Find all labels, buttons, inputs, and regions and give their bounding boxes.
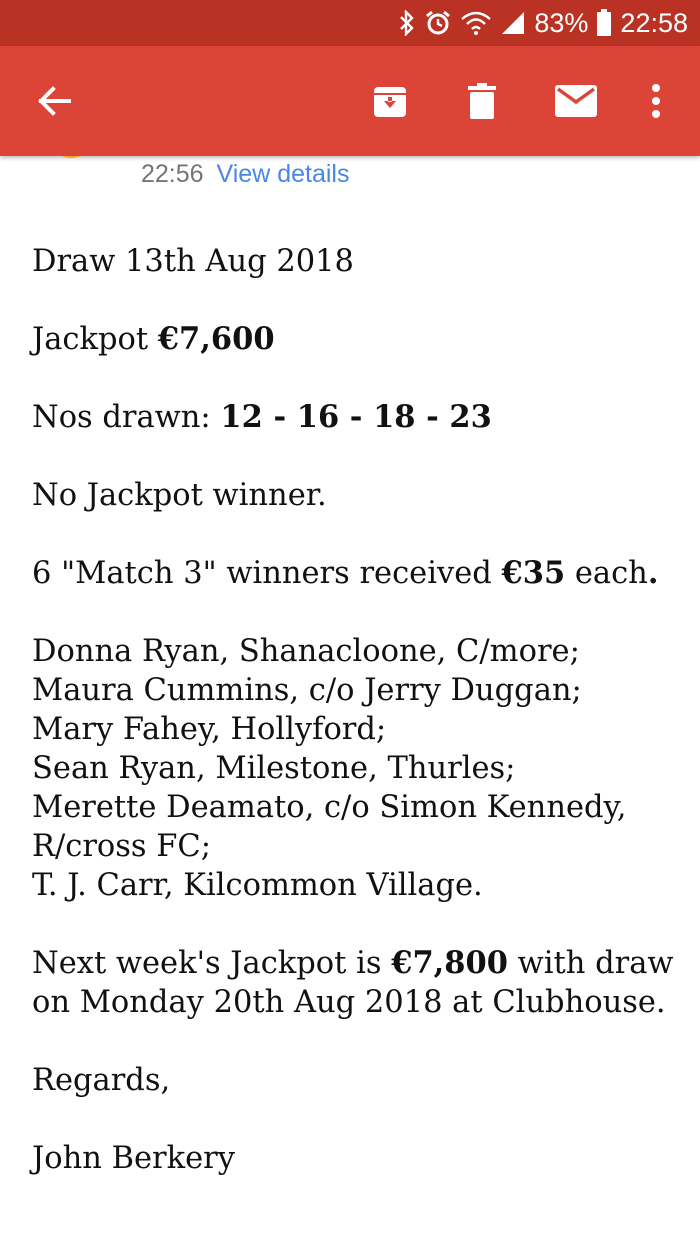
email-body <box>32 242 682 1217</box>
app-toolbar <box>0 46 700 156</box>
wifi-icon <box>460 10 492 36</box>
next-jackpot-paragraph <box>32 944 682 1022</box>
match-winners-line <box>32 554 682 593</box>
archive-icon <box>372 83 408 119</box>
signature-line: John Berkery <box>32 1141 235 1176</box>
delete-button[interactable] <box>450 46 514 156</box>
status-time: 22:58 <box>620 7 688 38</box>
winners-list <box>32 632 682 905</box>
status-bar <box>0 0 700 46</box>
next-prefix: Next week's Jackpot is <box>32 946 392 981</box>
winner-line: Sean Ryan, Milestone, Thurles; <box>32 751 516 786</box>
bluetooth-icon <box>398 10 416 36</box>
draw-date-line: Draw 13th Aug 2018 <box>32 244 354 279</box>
winner-line: Merette Deamato, c/o Simon Kennedy, <box>32 790 627 825</box>
alarm-icon <box>424 9 452 37</box>
jackpot-line <box>32 320 682 359</box>
mail-icon <box>555 85 597 117</box>
winner-line: R/cross FC; <box>32 829 212 864</box>
back-button[interactable] <box>22 46 86 156</box>
numbers-drawn-line <box>32 398 682 437</box>
jackpot-amount: €7,600 <box>157 321 275 357</box>
archive-button[interactable] <box>358 46 422 156</box>
winner-line: Maura Cummins, c/o Jerry Duggan; <box>32 673 582 708</box>
battery-percent: 83% <box>534 7 589 38</box>
match-prefix: 6 "Match 3" winners received <box>32 556 502 591</box>
match-period: . <box>647 555 659 591</box>
trash-icon <box>468 83 496 119</box>
next-jackpot-line-2: on Monday 20th Aug 2018 at Clubhouse. <box>32 985 666 1020</box>
numbers-values: 12 - 16 - 18 - 23 <box>220 399 492 435</box>
view-details-link[interactable]: View details <box>216 160 350 188</box>
battery-icon <box>596 9 612 37</box>
arrow-left-icon <box>37 86 71 116</box>
signal-icon <box>500 10 526 36</box>
email-meta <box>141 160 349 189</box>
jackpot-label: Jackpot <box>32 322 158 357</box>
email-time: 22:56 <box>141 160 204 188</box>
winner-line: Mary Fahey, Hollyford; <box>32 712 387 747</box>
mark-unread-button[interactable] <box>544 46 608 156</box>
regards-line: Regards, <box>32 1063 171 1098</box>
no-winner-line: No Jackpot winner. <box>32 478 327 513</box>
next-jackpot-line-1 <box>32 944 682 983</box>
more-options-button[interactable] <box>630 46 682 156</box>
winner-line: Donna Ryan, Shanacloone, C/more; <box>32 634 580 669</box>
winner-line: T. J. Carr, Kilcommon Village. <box>32 868 483 903</box>
match-suffix: each <box>565 556 648 591</box>
next-amount: €7,800 <box>391 945 508 981</box>
numbers-label: Nos drawn: <box>32 400 221 435</box>
match-amount: €35 <box>501 555 566 591</box>
more-vertical-icon <box>651 84 661 118</box>
next-suffix: with draw <box>507 946 674 981</box>
